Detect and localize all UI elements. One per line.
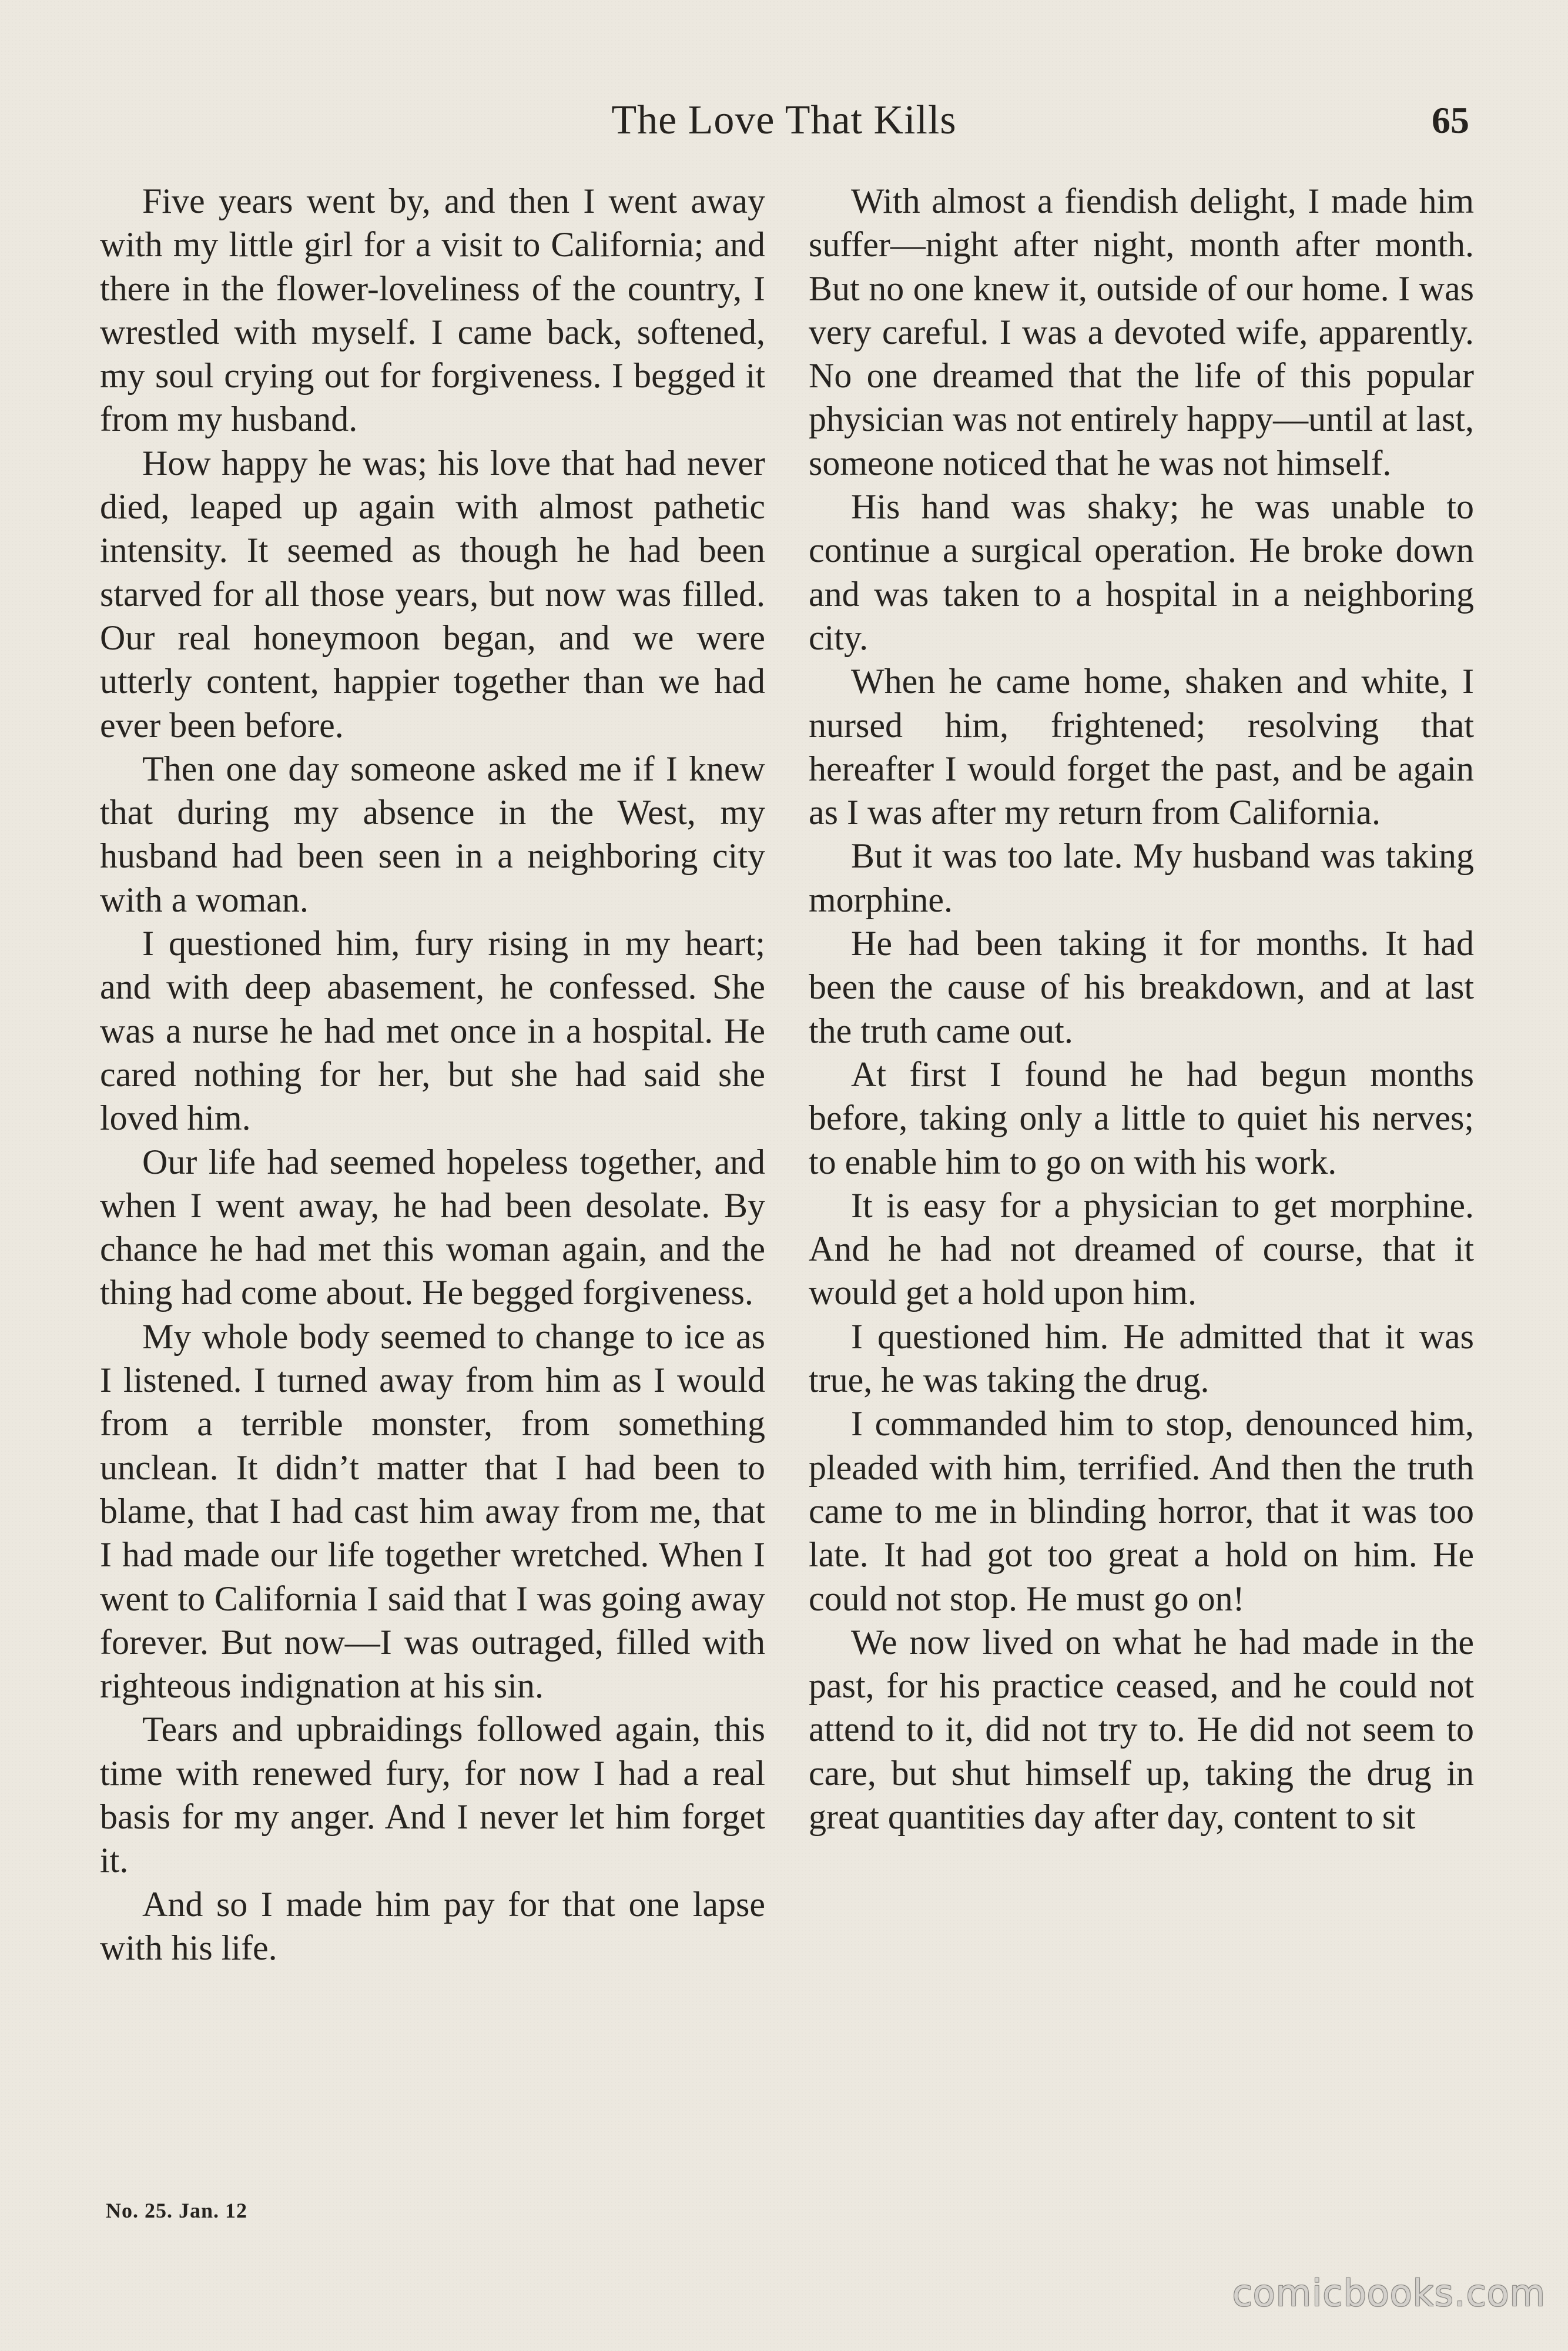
- paragraph: He had been taking it for months. It had been the cause of his breakdown, and at last the truth came out.: [809, 924, 1474, 1050]
- paragraph: But it was too late. My husband was taking morphine.: [809, 836, 1474, 919]
- paragraph: I questioned him, fury rising in my heart; and with deep abasement, he confessed. She was a nurse he had met once in a hospital. He cared nothing for her, but she had said she loved him.: [100, 924, 765, 1138]
- paragraph: How happy he was; his love that had never died, leaped up again with almost pathetic intensity. It seemed as though he had been starved for all those years, but now was filled. Our real honeymoon began, and we were utterly content, happier together than we had ever been before.: [100, 443, 765, 745]
- paragraph: When he came home, shaken and white, I nursed him, frightened; resolving that hereafter I would forget the past, and be again as I was after my return from California.: [809, 662, 1474, 832]
- paragraph: I questioned him. He admitted that it was true, he was taking the drug.: [809, 1317, 1474, 1400]
- text-column-left: [100, 179, 765, 2213]
- paragraph: Tears and upbraidings followed again, this time with renewed fury, for now I had a real basis for my anger. And I never let him forget it.: [100, 1710, 765, 1880]
- paragraph: I commanded him to stop, denounced him, pleaded with him, terrified. And then the truth came to me in blinding horror, that it was too late. It had got too great a hold on him. He could not stop. He must go on!: [809, 1404, 1474, 1618]
- paragraph: Then one day someone asked me if I knew that during my absence in the West, my husband had been seen in a neighboring city with a woman.: [100, 749, 765, 919]
- paragraph: At first I found he had begun months before, taking only a little to quiet his nerves; to enable him to go on with his work.: [809, 1054, 1474, 1181]
- paragraph: His hand was shaky; he was unable to continue a surgical operation. He broke down and was taken to a hospital in a neighboring city.: [809, 487, 1474, 657]
- page-number: 65: [1432, 99, 1469, 141]
- paragraph: It is easy for a physician to get morphine. And he had not dreamed of course, that it would get a hold upon him.: [809, 1185, 1474, 1312]
- paragraph: Our life had seemed hopeless together, and when I went away, he had been desolate. By chance he had met this woman again, and the thing had come about. He begged forgiveness.: [100, 1142, 765, 1312]
- site-watermark: comicbooks.com: [1232, 2272, 1546, 2315]
- paragraph: And so I made him pay for that one lapse with his life.: [100, 1884, 765, 1967]
- text-column-right: [809, 179, 1474, 2213]
- running-header-title: The Love That Kills: [611, 98, 957, 143]
- paragraph: We now lived on what he had made in the past, for his practice ceased, and he could not attend to it, did not try to. He did not seem to care, but shut himself up, taking the drug in great quantities day after day, content to sit: [809, 1622, 1474, 1836]
- paragraph: Five years went by, and then I went away with my little girl for a visit to California; and there in the flower-loveliness of the country, I wrestled with myself. I came back, softened, my soul crying out for forgiveness. I begged it from my husband.: [100, 182, 765, 439]
- paragraph: With almost a fiendish delight, I made him suffer—night after night, month after month. But no one knew it, outside of our home. I was very careful. I was a devoted wife, apparently. No one dreamed that the life of this popular physician was not entirely happy—until at last, someone noticed that he was not himself.: [809, 182, 1474, 483]
- issue-footer: No. 25. Jan. 12: [106, 2199, 248, 2222]
- paragraph: My whole body seemed to change to ice as I listened. I turned away from him as I would from a terrible monster, from something unclean. It didn’t matter that I had been to blame, that I had cast him away from me, that I had made our life together wretched. When I went to California I said that I was going away forever. But now—I was outraged, filled with righteous indignation at his sin.: [100, 1317, 765, 1706]
